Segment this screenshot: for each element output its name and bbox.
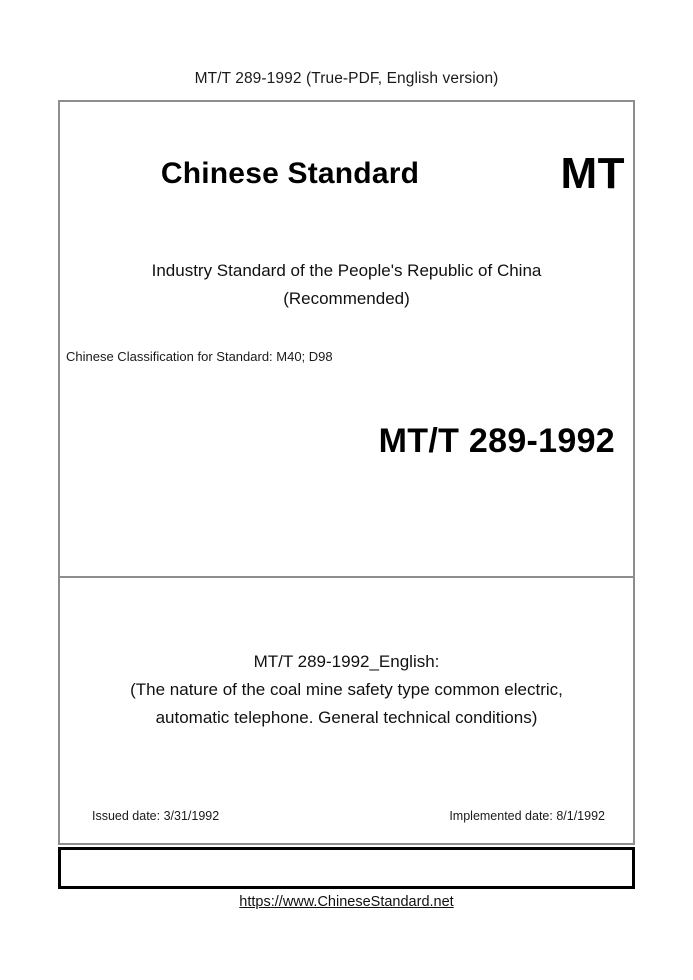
bottom-empty-bar bbox=[58, 847, 635, 889]
footer-url-link[interactable]: https://www.ChineseStandard.net bbox=[239, 894, 454, 910]
agency-mark: MT bbox=[560, 149, 625, 198]
date-row bbox=[92, 809, 605, 823]
english-title-block bbox=[60, 648, 633, 732]
title-row bbox=[60, 149, 633, 206]
implemented-date: Implemented date: 8/1/1992 bbox=[449, 809, 605, 823]
footer-url bbox=[0, 894, 693, 910]
cover-lower-section bbox=[60, 578, 633, 843]
english-title-line-2: (The nature of the coal mine safety type common electric, bbox=[130, 680, 563, 699]
subtitle-block bbox=[60, 257, 633, 313]
classification-code: Chinese Classification for Standard: M40; D98 bbox=[66, 349, 333, 364]
main-title: Chinese Standard bbox=[160, 157, 420, 190]
subtitle-line-1: Industry Standard of the People's Republic of China bbox=[151, 261, 542, 280]
issued-date: Issued date: 3/31/1992 bbox=[92, 809, 220, 823]
subtitle-line-2: (Recommended) bbox=[283, 289, 410, 308]
english-title-line-1: MT/T 289-1992_English: bbox=[253, 652, 440, 671]
page-header-title: MT/T 289-1992 (True-PDF, English version) bbox=[194, 70, 499, 87]
standard-number: MT/T 289-1992 bbox=[378, 422, 615, 460]
standard-cover-box bbox=[58, 100, 635, 845]
cover-upper-section bbox=[60, 102, 633, 578]
english-title-line-3: automatic telephone. General technical conditions) bbox=[155, 708, 538, 727]
